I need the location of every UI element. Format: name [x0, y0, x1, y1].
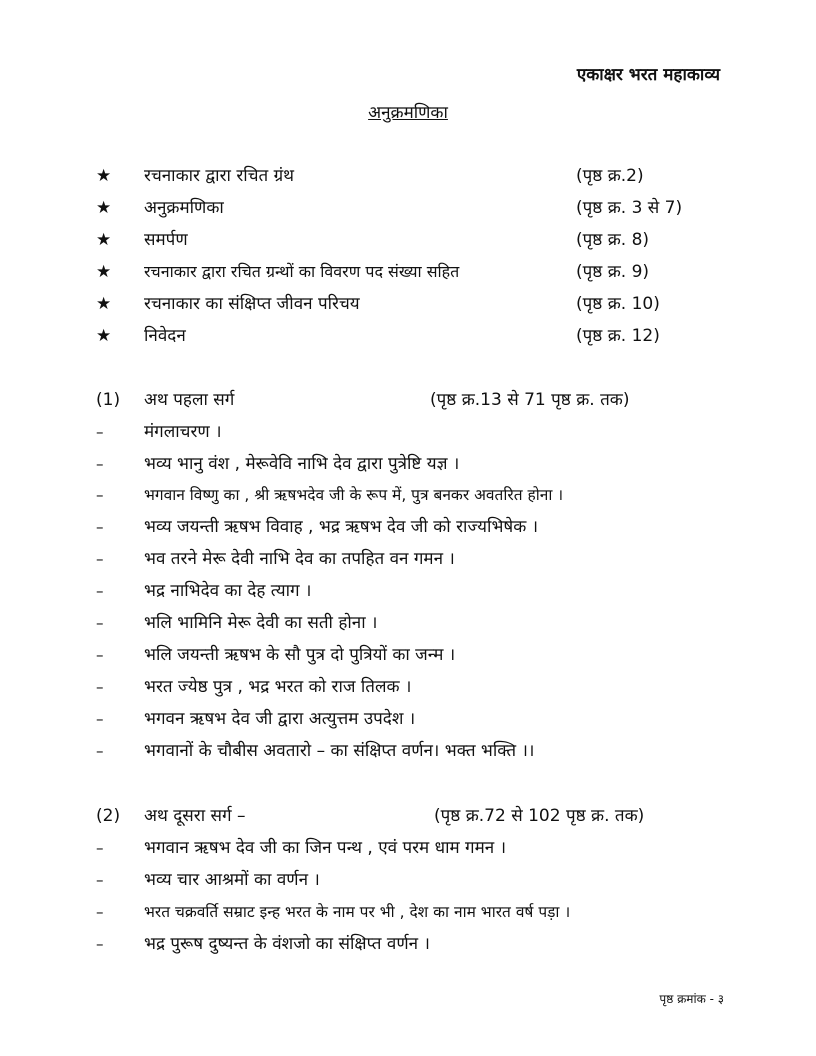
- item-text: अनुक्रमणिका: [144, 198, 224, 218]
- page-number-footer: पृष्ठ क्रमांक - ३: [659, 992, 724, 1006]
- item-text: भद्र पुरूष दुष्यन्त के वंशजो का संक्षिप्त वर्णन ।: [144, 934, 430, 954]
- toc-heading: अनुक्रमणिका: [368, 103, 448, 123]
- dash-bullet: –: [96, 710, 104, 728]
- item-text: रचनाकार द्वारा रचित ग्रन्थों का विवरण पद संख्या सहित: [144, 262, 460, 281]
- item-text: भव तरने मेरू देवी नाभि देव का तपहित वन गमन ।: [144, 549, 455, 569]
- item-text: भरत चक्रवर्ति सम्राट इन्ह भरत के नाम पर भी , देश का नाम भारत वर्ष पड़ा ।: [144, 903, 571, 921]
- item-text: भरत ज्येष्ठ पुत्र , भद्र भरत को राज तिलक ।: [144, 677, 412, 697]
- dash-bullet: –: [96, 423, 104, 441]
- section-page-range: (पृष्ठ क्र.72 से 102 पृष्ठ क्र. तक): [434, 806, 645, 826]
- section-number: (1): [96, 390, 121, 410]
- page-ref: (पृष्ठ क्र. 10): [576, 294, 660, 314]
- section-title: अथ दूसरा सर्ग –: [144, 806, 246, 826]
- item-text: भगवन ऋषभ देव जी द्वारा अत्युत्तम उपदेश ।: [144, 709, 416, 729]
- star-bullet-icon: ★: [96, 294, 112, 314]
- dash-bullet: –: [96, 871, 104, 889]
- section-number: (2): [96, 806, 121, 826]
- book-title: एकाक्षर भरत महाकाव्य: [576, 65, 720, 85]
- item-text: निवेदन: [144, 326, 186, 346]
- page-ref: (पृष्ठ क्र. 3 से 7): [576, 198, 683, 218]
- star-bullet-icon: ★: [96, 262, 112, 282]
- dash-bullet: –: [96, 903, 104, 921]
- section-page-range: (पृष्ठ क्र.13 से 71 पृष्ठ क्र. तक): [430, 390, 630, 410]
- item-text: भद्र नाभिदेव का देह त्याग ।: [144, 581, 312, 601]
- dash-bullet: –: [96, 614, 104, 632]
- dash-bullet: –: [96, 486, 104, 504]
- item-text: रचनाकार का संक्षिप्त जीवन परिचय: [144, 294, 360, 314]
- item-text: मंगलाचरण ।: [144, 422, 222, 442]
- dash-bullet: –: [96, 935, 104, 953]
- item-text: रचनाकार द्वारा रचित ग्रंथ: [144, 166, 295, 186]
- star-bullet-icon: ★: [96, 166, 112, 186]
- item-text: भगवान विष्णु का , श्री ऋषभदेव जी के रूप में, पुत्र बनकर अवतरित होना ।: [144, 486, 564, 504]
- item-text: भगवानों के चौबीस अवतारो – का संक्षिप्त वर्णन। भक्त भक्ति ।।: [144, 741, 535, 761]
- item-text: भव्य चार आश्रमों का वर्णन ।: [144, 870, 320, 890]
- page-ref: (पृष्ठ क्र. 9): [576, 262, 650, 282]
- dash-bullet: –: [96, 582, 104, 600]
- star-bullet-icon: ★: [96, 230, 112, 250]
- item-text: भगवान ऋषभ देव जी का जिन पन्थ , एवं परम धाम गमन ।: [144, 838, 507, 858]
- item-text: भव्य भानु वंश , मेरूवेवि नाभि देव द्वारा पुत्रेष्टि यज्ञ ।: [144, 454, 460, 474]
- star-bullet-icon: ★: [96, 326, 112, 346]
- page-ref: (पृष्ठ क्र.2): [576, 166, 644, 186]
- dash-bullet: –: [96, 550, 104, 568]
- dash-bullet: –: [96, 518, 104, 536]
- dash-bullet: –: [96, 742, 104, 760]
- dash-bullet: –: [96, 839, 104, 857]
- item-text: भव्य जयन्ती ऋषभ विवाह , भद्र ऋषभ देव जी को राज्यभिषेक ।: [144, 517, 539, 537]
- item-text: समर्पण: [144, 230, 188, 250]
- page-ref: (पृष्ठ क्र. 8): [576, 230, 650, 250]
- star-bullet-icon: ★: [96, 198, 112, 218]
- item-text: भलि भामिनि मेरू देवी का सती होना ।: [144, 613, 378, 633]
- dash-bullet: –: [96, 646, 104, 664]
- page-ref: (पृष्ठ क्र. 12): [576, 326, 660, 346]
- dash-bullet: –: [96, 455, 104, 473]
- section-title: अथ पहला सर्ग: [144, 390, 235, 410]
- item-text: भलि जयन्ती ऋषभ के सौ पुत्र दो पुत्रियों का जन्म ।: [144, 645, 456, 665]
- dash-bullet: –: [96, 678, 104, 696]
